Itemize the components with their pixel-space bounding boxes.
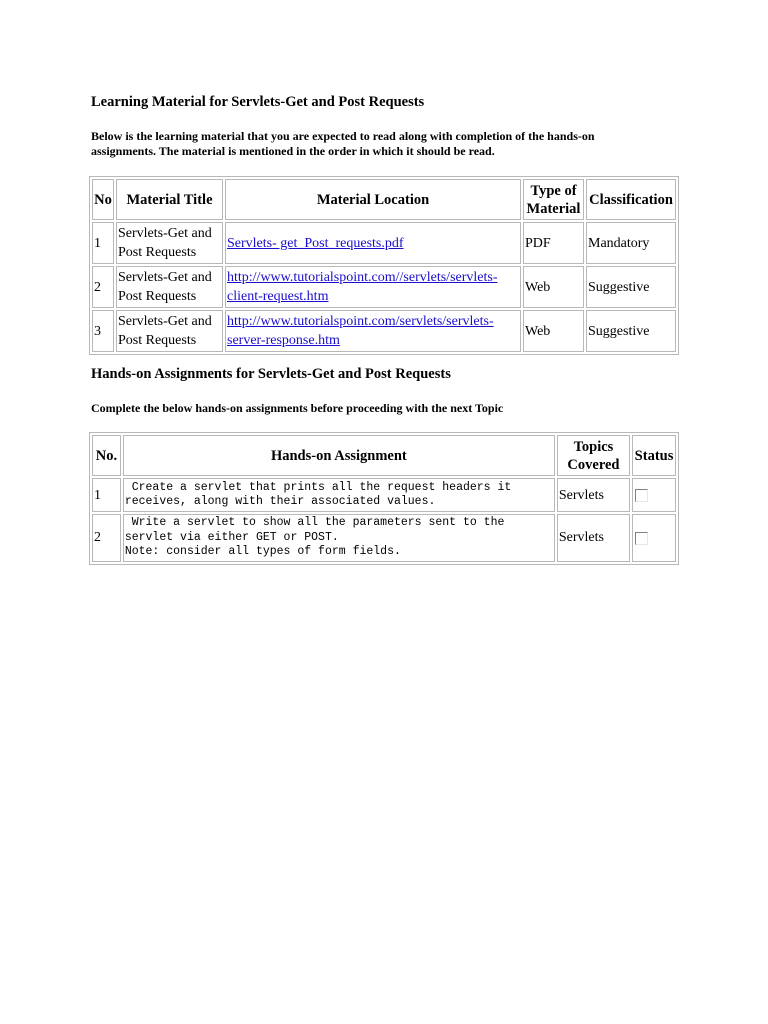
- cell-no: 1: [92, 222, 114, 264]
- cell-no: 2: [92, 266, 114, 308]
- table-row: [92, 478, 676, 512]
- column-header-type-of-material: Type of Material: [523, 179, 584, 220]
- material-link[interactable]: http://www.tutorialspoint.com/servlets/servlets-server-response.htm: [227, 314, 494, 348]
- cell-no: 1: [92, 478, 121, 512]
- table-row: [92, 222, 676, 264]
- table-row: [92, 310, 676, 352]
- column-header-no: No: [92, 179, 114, 220]
- cell-classification: Mandatory: [586, 222, 676, 264]
- hands-on-heading: Hands-on Assignments for Servlets-Get and Post Requests: [91, 366, 451, 382]
- table-row: [92, 266, 676, 308]
- cell-status: [632, 514, 676, 562]
- table-header-row: [92, 435, 676, 476]
- cell-material-location: [225, 310, 521, 352]
- column-header-classification: Classification: [586, 179, 676, 220]
- column-header-topics-covered: Topics Covered: [557, 435, 630, 476]
- cell-topics: Servlets: [557, 514, 630, 562]
- learning-material-table: [89, 176, 679, 355]
- cell-material-title: Servlets-Get and Post Requests: [116, 222, 223, 264]
- cell-type: Web: [523, 310, 584, 352]
- column-header-hands-on-assignment: Hands-on Assignment: [123, 435, 555, 476]
- cell-classification: Suggestive: [586, 266, 676, 308]
- learning-material-intro: Below is the learning material that you are expected to read along with completion of the hands-on assignments. The material is mentioned in the order in which it should be read.: [91, 129, 595, 158]
- column-header-status: Status: [632, 435, 676, 476]
- hands-on-assignments-table: [89, 432, 679, 565]
- column-header-material-location: Material Location: [225, 179, 521, 220]
- cell-classification: Suggestive: [586, 310, 676, 352]
- material-link[interactable]: http://www.tutorialspoint.com//servlets/servlets-client-request.htm: [227, 270, 498, 304]
- cell-no: 2: [92, 514, 121, 562]
- cell-material-title: Servlets-Get and Post Requests: [116, 310, 223, 352]
- status-checkbox[interactable]: [635, 489, 648, 502]
- cell-status: [632, 478, 676, 512]
- cell-no: 3: [92, 310, 114, 352]
- cell-assignment-text: Create a servlet that prints all the request headers it receives, along with their associated values.: [123, 478, 555, 512]
- cell-material-location: [225, 266, 521, 308]
- cell-type: PDF: [523, 222, 584, 264]
- column-header-no: No.: [92, 435, 121, 476]
- cell-type: Web: [523, 266, 584, 308]
- cell-material-title: Servlets-Get and Post Requests: [116, 266, 223, 308]
- material-link[interactable]: Servlets- get_Post_requests.pdf: [227, 235, 404, 251]
- table-header-row: [92, 179, 676, 220]
- cell-assignment-text: Write a servlet to show all the parameters sent to the servlet via either GET or POST. Note: consider all types of form fields.: [123, 514, 555, 562]
- cell-topics: Servlets: [557, 478, 630, 512]
- hands-on-intro: Complete the below hands-on assignments before proceeding with the next Topic: [91, 401, 504, 415]
- status-checkbox[interactable]: [635, 532, 648, 545]
- column-header-material-title: Material Title: [116, 179, 223, 220]
- table-row: [92, 514, 676, 562]
- learning-material-heading: Learning Material for Servlets-Get and Post Requests: [91, 94, 425, 110]
- cell-material-location: [225, 222, 521, 264]
